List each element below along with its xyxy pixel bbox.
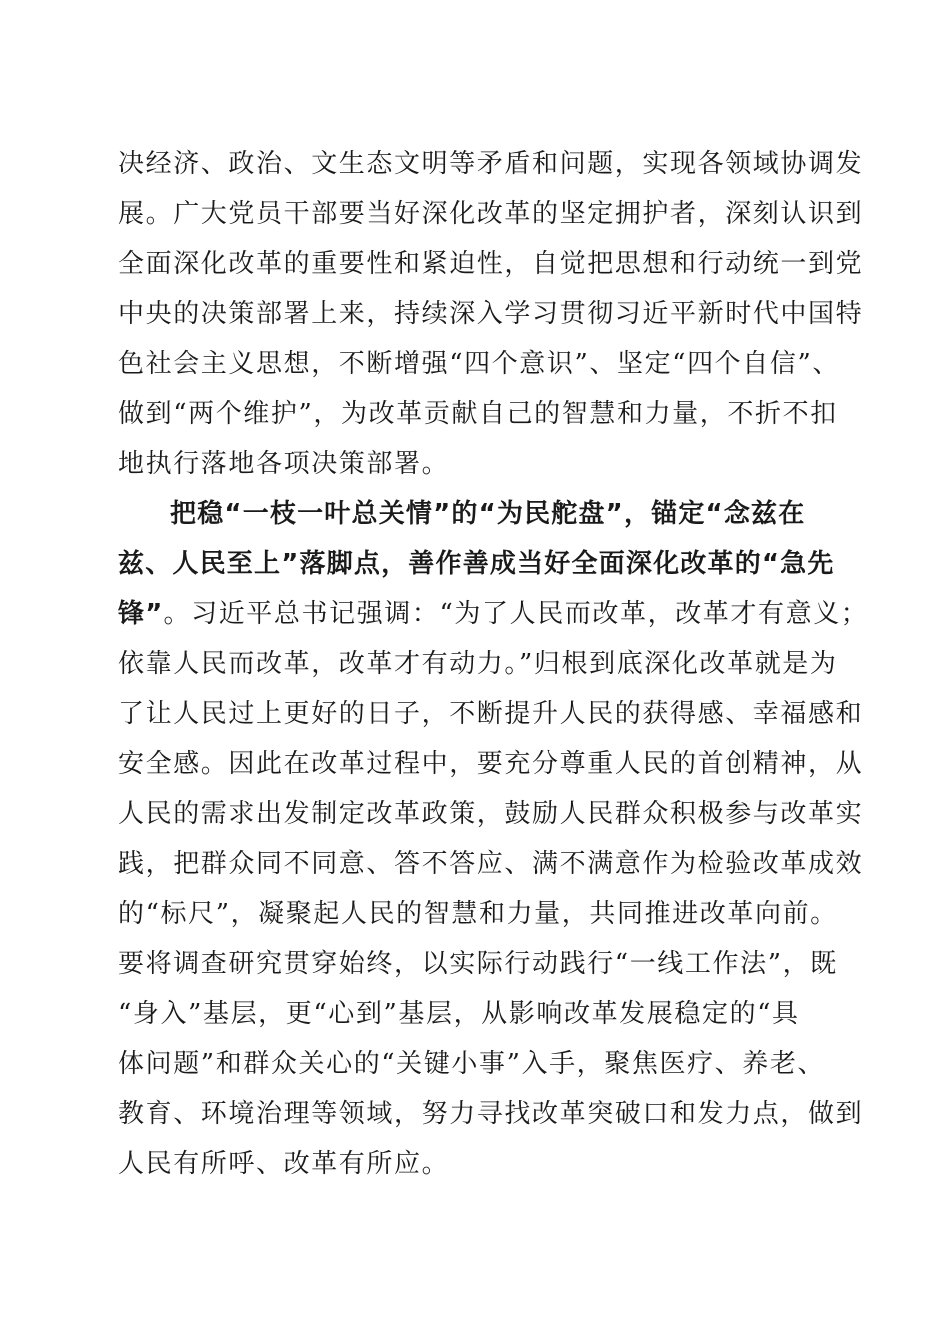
para2-heading-tail: 锋” bbox=[118, 599, 164, 629]
para2-line-6: 安全感。因此在改革过程中，要充分尊重人民的首创精神，从 bbox=[118, 749, 864, 779]
para2-line-5: 了让人民过上更好的日子，不断提升人民的获得感、幸福感和 bbox=[118, 699, 864, 729]
para2-line-10: 要将调查研究贯穿始终，以实际行动践行“一线工作法”，既 bbox=[118, 949, 838, 979]
para2-line-7: 人民的需求出发制定改革政策，鼓励人民群众积极参与改革实 bbox=[118, 799, 864, 829]
para1-line-2: 展。广大党员干部要当好深化改革的坚定拥护者，深刻认识到 bbox=[118, 199, 864, 229]
para2-line-4: 依靠人民而改革，改革才有动力。”归根到底深化改革就是为 bbox=[118, 649, 838, 679]
para2-line-12: 体问题”和群众关心的“关键小事”入手，聚焦医疗、养老、 bbox=[118, 1049, 826, 1079]
para2-line-8: 践，把群众同不同意、答不答应、满不满意作为检验改革成效 bbox=[118, 849, 864, 879]
para2-line-13: 教育、环境治理等领域，努力寻找改革突破口和发力点，做到 bbox=[118, 1099, 864, 1129]
para2-line-11: “身入”基层，更“心到”基层，从影响改革发展稳定的“具 bbox=[118, 999, 800, 1029]
para1-line-3: 全面深化改革的重要性和紧迫性，自觉把思想和行动统一到党 bbox=[118, 249, 864, 279]
para1-line-1: 决经济、政治、文生态文明等矛盾和问题，实现各领域协调发 bbox=[118, 149, 864, 179]
para1-line-5: 色社会主义思想，不断增强“四个意识”、坚定“四个自信”、 bbox=[118, 349, 840, 379]
para2-heading-line-2: 兹、人民至上”落脚点，善作善成当好全面深化改革的“急先 bbox=[118, 549, 835, 579]
para1-line-6: 做到“两个维护”，为改革贡献自己的智慧和力量，不折不扣 bbox=[118, 399, 838, 429]
para2-line-3 bbox=[118, 598, 869, 630]
para2-line-9: 的“标尺”，凝聚起人民的智慧和力量，共同推进改革向前。 bbox=[118, 899, 838, 929]
para1-line-7: 地执行落地各项决策部署。 bbox=[118, 449, 450, 479]
para2-heading-line-1: 把稳“一枝一叶总关情”的“为民舵盘”，锚定“念兹在 bbox=[170, 499, 806, 529]
para2-line-3-rest: 。习近平总书记强调：“为了人民而改革，改革才有意义； bbox=[163, 599, 869, 629]
para1-line-4: 中央的决策部署上来，持续深入学习贯彻习近平新时代中国特 bbox=[118, 299, 864, 329]
para2-line-14: 人民有所呼、改革有所应。 bbox=[118, 1149, 450, 1179]
